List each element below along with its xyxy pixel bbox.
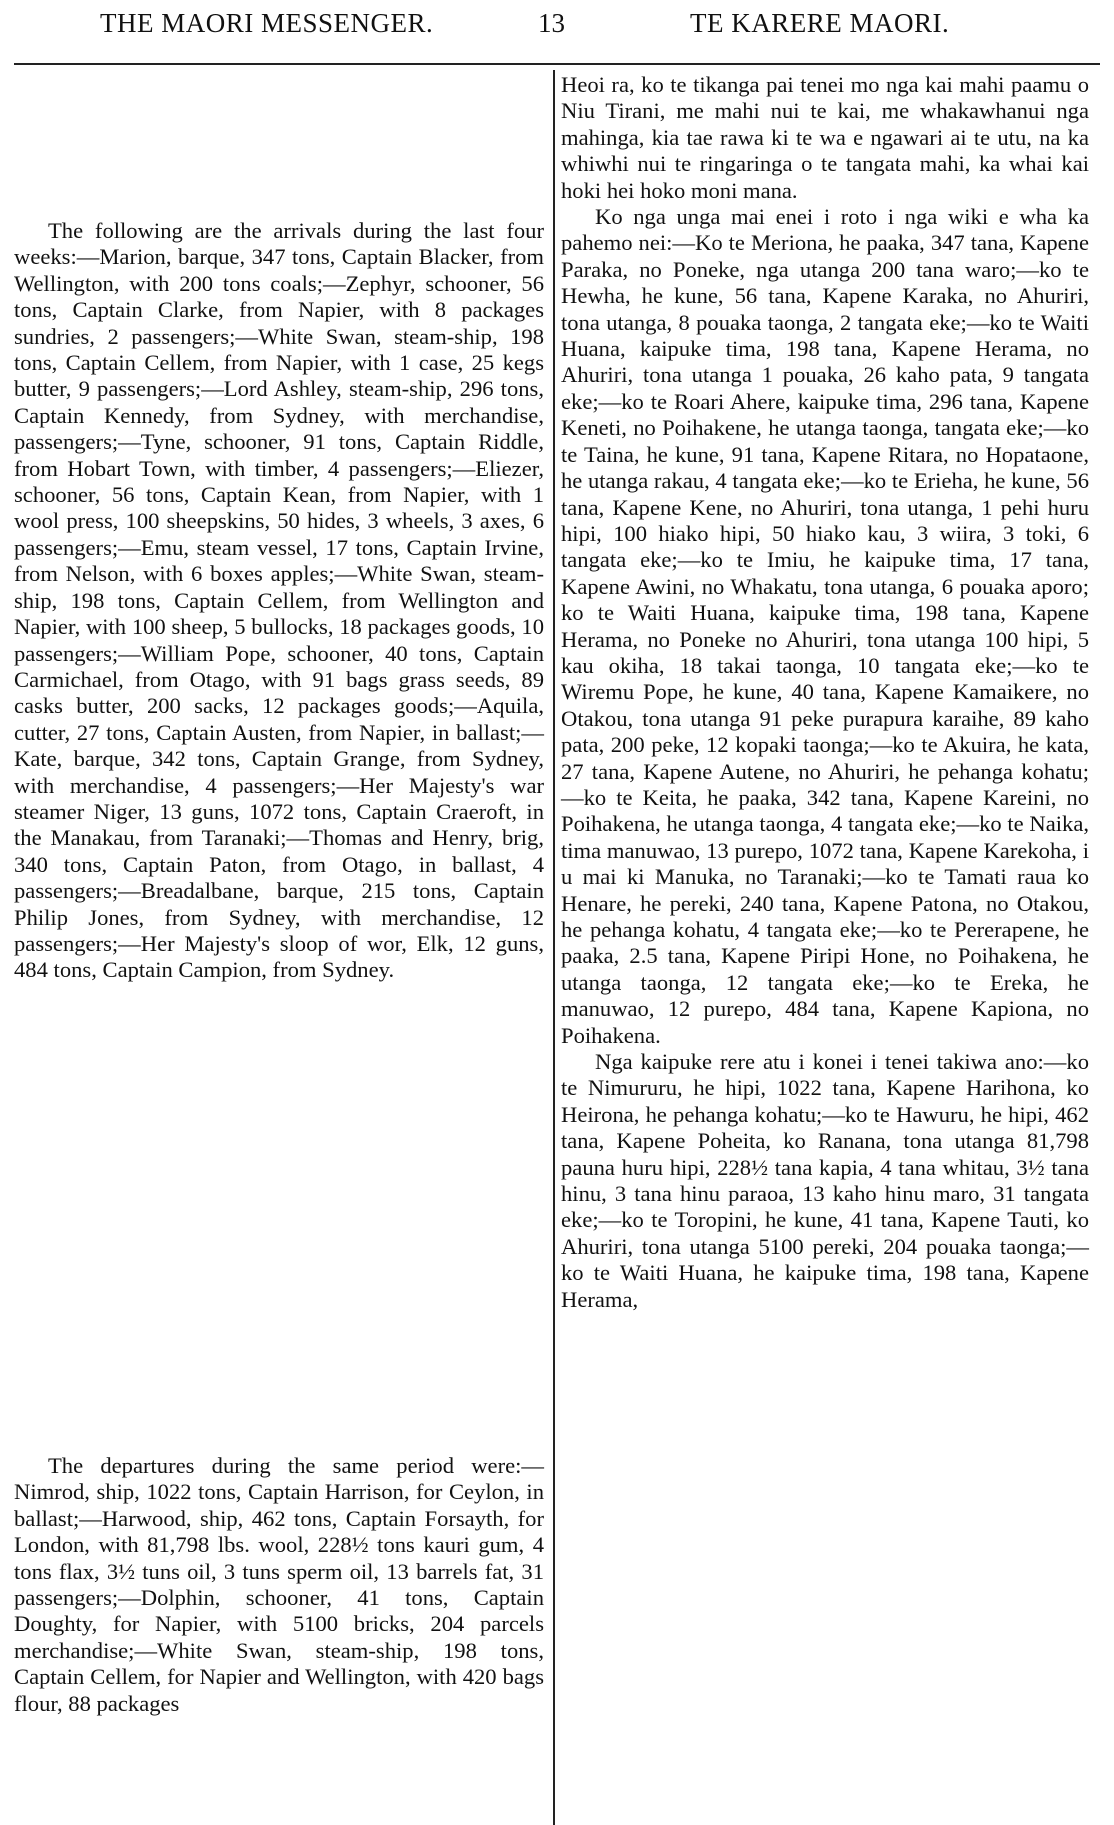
page-header bbox=[0, 0, 1114, 60]
right-paragraph-1: Heoi ra, ko te tikanga pai tenei mo nga kai mahi paamu o Niu Tirani, me mahi nui te kai, me whakawhanui nga mahinga, kia tae rawa ki te wa e ngawari ai te utu, na ka whiwhi nui te ringaringa o te tangata mahi, ka whai kai hoki hei hoko moni mana. bbox=[561, 72, 1089, 203]
right-column bbox=[561, 72, 1089, 1313]
right-paragraph-2: Ko nga unga mai enei i roto i nga wiki e wha ka pahemo nei:—Ko te Meriona, he paaka, 347 tana, Kapene Paraka, no Poneke, nga utanga 200 tana waro;—ko te Hewha, he kune, 56 tana, Kapene Karaka, no Ahuriri, tona utanga, 8 pouaka taonga, 2 tangata eke;—ko te Waiti Huana, kaipuke tima, 198 tana, Kapene Herama, no Ahuriri, tona utanga 1 pouaka, 26 kaho pata, 9 tangata eke;—ko te Roari Ahere, kaipuke tima, 296 tana, Kapene Keneti, no Poihakene, he utanga taonga, tangata eke;—ko te Taina, he kune, 91 tana, Kapene Ritara, no Hopataone, he utanga rakau, 4 tangata eke;—ko te Erieha, he kune, 56 tana, Kapene Kene, no Ahuriri, tona utanga, 1 pehi huru hipi, 100 hiako hipi, 50 hiako kau, 3 wiira, 3 toki, 6 tangata eke;—ko te Imiu, he kaipuke tima, 17 tana, Kapene Awini, no Whakatu, tona utanga, 6 pouaka aporo; ko te Waiti Huana, kaipuke tima, 198 tana, Kapene Herama, no Poneke no Ahuriri, tona utanga 100 hipi, 5 kau okiha, 18 takai taonga, 10 tangata eke;—ko te Wiremu Pope, he kune, 40 tana, Kapene Kamaikere, no Otakou, tona utanga 91 peke purapura karaihe, 89 kaho pata, 200 peke, 12 kopaki taonga;—ko te Akuira, he kata, 27 tana, Kapene Autene, no Ahuriri, he pehanga kohatu;—ko te Keita, he paaka, 342 tana, Kapene Kareini, no Poihakena, he utanga taonga, 4 tangata eke;—ko te Naika, tima manuwao, 13 purepo, 1072 tana, Kapene Karekoha, i u mai ki Manuka, no Taranaki;—ko te Tamati raua ko Henare, he pereki, 240 tana, Kapene Patona, no Otakou, he pehanga kohatu, 4 tangata eke;—ko te Pererapene, he paaka, 2.5 tana, Kapene Piripi Hone, no Poihakena, he utanga taonga, 12 tangata eke;—ko te Ereka, he manuwao, 12 purepo, 484 tana, Kapene Kapiona, no Poihakena. bbox=[561, 204, 1089, 1048]
maori-masthead: TE KARERE MAORI. bbox=[690, 8, 950, 38]
column-divider bbox=[553, 70, 555, 1825]
right-paragraph-3: Nga kaipuke rere atu i konei i tenei takiwa ano:—ko te Nimururu, he hipi, 1022 tana, Kapene Harihona, ko Heirona, he pehanga kohatu;—ko te Hawuru, he hipi, 462 tana, Kapene Poheita, ko Ranana, tona utanga 81,798 pauna huru hipi, 228½ tana kapia, 4 tana whitau, 3½ tana hinu, 3 tana hinu paraoa, 13 kaho hinu maro, 31 tangata eke;—ko te Toropini, he kune, 41 tana, Kapene Tauti, ko Ahuriri, tona utanga 5100 pereki, 204 pouaka taonga;—ko te Waiti Huana, he kaipuke tima, 198 tana, Kapene Herama, bbox=[561, 1049, 1089, 1312]
left-column-arrivals bbox=[14, 218, 544, 984]
departures-paragraph: The departures during the same period were:—Nimrod, ship, 1022 tons, Captain Harrison, for Ceylon, in ballast;—Harwood, ship, 462 tons, Captain Forsayth, for London, with 81,798 lbs. wool, 228½ tons kauri gum, 4 tons flax, 3½ tuns oil, 3 tuns sperm oil, 13 barrels fat, 31 passengers;—Dolphin, schooner, 41 tons, Captain Doughty, for Napier, with 5100 bricks, 204 parcels merchandise;—White Swan, steam-ship, 198 tons, Captain Cellem, for Napier and Wellington, with 420 bags flour, 88 packages bbox=[14, 1453, 544, 1716]
english-masthead: THE MAORI MESSENGER. bbox=[100, 8, 434, 38]
page-number: 13 bbox=[538, 8, 565, 38]
left-column-departures bbox=[14, 1453, 544, 1717]
arrivals-paragraph: The following are the arrivals during the last four weeks:—Marion, barque, 347 tons, Captain Blacker, from Wellington, with 200 tons coals;—Zephyr, schooner, 56 tons, Captain Clarke, from Napier, with 8 packages sundries, 2 passengers;—White Swan, steam-ship, 198 tons, Captain Cellem, from Napier, with 1 case, 25 kegs butter, 9 passengers;—Lord Ashley, steam-ship, 296 tons, Captain Kennedy, from Sydney, with merchandise, passengers;—Tyne, schooner, 91 tons, Captain Riddle, from Hobart Town, with timber, 4 passengers;—Eliezer, schooner, 56 tons, Captain Kean, from Napier, with 1 wool press, 100 sheepskins, 50 hides, 3 wheels, 3 axes, 6 passengers;—Emu, steam vessel, 17 tons, Captain Irvine, from Nelson, with 6 boxes apples;—White Swan, steam-ship, 198 tons, Captain Cellem, from Wellington and Napier, with 100 sheep, 5 bullocks, 18 packages goods, 10 passengers;—William Pope, schooner, 40 tons, Captain Carmichael, from Otago, with 91 bags grass seeds, 89 casks butter, 200 sacks, 12 packages goods;—Aquila, cutter, 27 tons, Captain Austen, from Napier, in ballast;—Kate, barque, 342 tons, Captain Grange, from Sydney, with merchandise, 4 passengers;—Her Majesty's war steamer Niger, 13 guns, 1072 tons, Captain Craeroft, in the Manakau, from Taranaki;—Thomas and Henry, brig, 340 tons, Captain Paton, from Otago, in ballast, 4 passengers;—Breadalbane, barque, 215 tons, Captain Philip Jones, from Sydney, with merchandise, 12 passengers;—Her Majesty's sloop of wor, Elk, 12 guns, 484 tons, Captain Campion, from Sydney. bbox=[14, 218, 544, 983]
header-rule bbox=[14, 63, 1100, 65]
